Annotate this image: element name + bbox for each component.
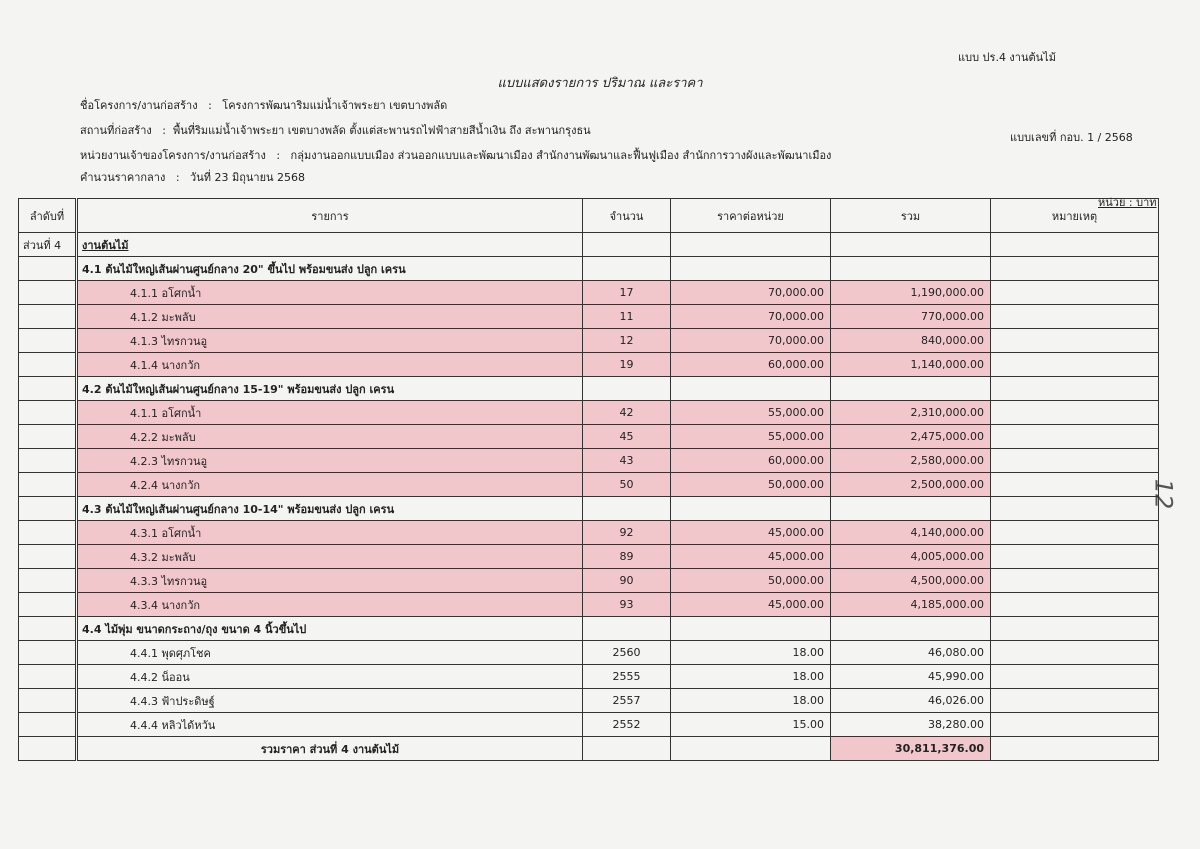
item-qty: 90 xyxy=(583,569,671,593)
project-value: โครงการพัฒนาริมแม่น้ำเจ้าพระยา เขตบางพลัด xyxy=(222,99,448,112)
item-total: 2,500,000.00 xyxy=(831,473,991,497)
item-name: 4.2.4 นางกวัก xyxy=(77,473,583,497)
item-remark xyxy=(991,593,1159,617)
item-name: 4.3.3 ไทรกวนอู xyxy=(77,569,583,593)
table-header-row xyxy=(19,199,1159,233)
item-qty: 43 xyxy=(583,449,671,473)
item-qty: 92 xyxy=(583,521,671,545)
item-unit-price: 45,000.00 xyxy=(671,545,831,569)
document-number: แบบเลขที่ กอบ. 1 / 2568 xyxy=(1010,131,1133,144)
grand-total-row xyxy=(19,737,1159,761)
item-remark xyxy=(991,521,1159,545)
form-code: แบบ ปร.4 งานต้นไม้ xyxy=(958,51,1056,64)
item-qty: 2557 xyxy=(583,689,671,713)
table-row xyxy=(19,593,1159,617)
item-unit-price: 18.00 xyxy=(671,641,831,665)
calc-label: คำนวนราคากลาง xyxy=(80,171,166,184)
item-remark xyxy=(991,449,1159,473)
item-qty: 11 xyxy=(583,305,671,329)
location-label: สถานที่ก่อสร้าง xyxy=(80,124,152,137)
item-name: 4.4.3 ฟ้าประดิษฐ์ xyxy=(77,689,583,713)
table-row xyxy=(19,641,1159,665)
page-margin-mark: 12 xyxy=(1149,478,1178,510)
item-name: 4.3.2 มะพลับ xyxy=(77,545,583,569)
item-qty: 17 xyxy=(583,281,671,305)
item-total: 4,005,000.00 xyxy=(831,545,991,569)
item-qty: 2555 xyxy=(583,665,671,689)
table-body xyxy=(19,233,1159,737)
project-line: ชื่อโครงการ/งานก่อสร้าง : โครงการพัฒนาริมแม่น้ำเจ้าพระยา เขตบางพลัด xyxy=(80,96,447,114)
col-header-total: รวม xyxy=(831,199,991,233)
group-title: 4.1 ต้นไม้ใหญ่เส้นผ่านศูนย์กลาง 20" ขึ้นไป พร้อมขนส่ง ปลูก เครน xyxy=(77,257,583,281)
col-header-remark: หมายเหตุ xyxy=(991,199,1159,233)
item-total: 46,026.00 xyxy=(831,689,991,713)
item-total: 46,080.00 xyxy=(831,641,991,665)
item-qty: 93 xyxy=(583,593,671,617)
item-remark xyxy=(991,665,1159,689)
item-remark xyxy=(991,641,1159,665)
item-remark xyxy=(991,713,1159,737)
item-remark xyxy=(991,401,1159,425)
item-total: 4,140,000.00 xyxy=(831,521,991,545)
item-total: 770,000.00 xyxy=(831,305,991,329)
item-unit-price: 18.00 xyxy=(671,665,831,689)
location-value: พื้นที่ริมแม่น้ำเจ้าพระยา เขตบางพลัด ตั้งแต่สะพานรถไฟฟ้าสายสีน้ำเงิน ถึง สะพานกรุงธน xyxy=(172,124,591,137)
item-unit-price: 50,000.00 xyxy=(671,569,831,593)
item-name: 4.2.3 ไทรกวนอู xyxy=(77,449,583,473)
item-total: 4,185,000.00 xyxy=(831,593,991,617)
item-qty: 19 xyxy=(583,353,671,377)
item-qty: 2552 xyxy=(583,713,671,737)
group-title: 4.3 ต้นไม้ใหญ่เส้นผ่านศูนย์กลาง 10-14" พร้อมขนส่ง ปลูก เครน xyxy=(77,497,583,521)
item-name: 4.1.2 มะพลับ xyxy=(77,305,583,329)
item-total: 45,990.00 xyxy=(831,665,991,689)
item-unit-price: 45,000.00 xyxy=(671,521,831,545)
item-name: 4.3.4 นางกวัก xyxy=(77,593,583,617)
unit-label: หน่วย : บาท xyxy=(1098,196,1157,209)
owner-line: หน่วยงานเจ้าของโครงการ/งานก่อสร้าง : กลุ่มงานออกแบบเมือง ส่วนออกแบบและพัฒนาเมือง สำนักงานพัฒนาและฟื้นฟูเมือง สำนักการวางผังและพัฒนาเมือง xyxy=(80,146,831,164)
item-unit-price: 55,000.00 xyxy=(671,425,831,449)
item-total: 1,190,000.00 xyxy=(831,281,991,305)
item-qty: 89 xyxy=(583,545,671,569)
item-remark xyxy=(991,281,1159,305)
item-qty: 50 xyxy=(583,473,671,497)
table-row xyxy=(19,281,1159,305)
item-name: 4.4.4 หลิวได้หวัน xyxy=(77,713,583,737)
table-row xyxy=(19,353,1159,377)
item-total: 2,580,000.00 xyxy=(831,449,991,473)
table-row xyxy=(19,545,1159,569)
item-remark xyxy=(991,305,1159,329)
item-remark xyxy=(991,473,1159,497)
table-row xyxy=(19,665,1159,689)
item-qty: 42 xyxy=(583,401,671,425)
item-remark xyxy=(991,569,1159,593)
col-header-unit-price: ราคาต่อหน่วย xyxy=(671,199,831,233)
item-name: 4.4.1 พุดศุภโชค xyxy=(77,641,583,665)
item-remark xyxy=(991,353,1159,377)
table-row xyxy=(19,713,1159,737)
table-row xyxy=(19,401,1159,425)
col-header-no: ลำดับที่ xyxy=(19,199,77,233)
grand-total-value: 30,811,376.00 xyxy=(831,737,991,761)
section-name: งานต้นไม้ xyxy=(77,233,583,257)
item-unit-price: 55,000.00 xyxy=(671,401,831,425)
item-unit-price: 45,000.00 xyxy=(671,593,831,617)
item-unit-price: 70,000.00 xyxy=(671,281,831,305)
item-total: 4,500,000.00 xyxy=(831,569,991,593)
grand-total-label: รวมราคา ส่วนที่ 4 งานต้นไม้ xyxy=(77,737,583,761)
table-row xyxy=(19,449,1159,473)
group-header-row xyxy=(19,377,1159,401)
item-remark xyxy=(991,425,1159,449)
col-header-qty: จำนวน xyxy=(583,199,671,233)
owner-value: กลุ่มงานออกแบบเมือง ส่วนออกแบบและพัฒนาเมือง สำนักงานพัฒนาและฟื้นฟูเมือง สำนักการวางผังและพัฒนาเมือง xyxy=(290,149,832,162)
item-unit-price: 15.00 xyxy=(671,713,831,737)
item-name: 4.1.1 อโศกน้ำ xyxy=(77,281,583,305)
item-unit-price: 18.00 xyxy=(671,689,831,713)
item-total: 38,280.00 xyxy=(831,713,991,737)
item-total: 840,000.00 xyxy=(831,329,991,353)
document-title: แบบแสดงรายการ ปริมาณ และราคา xyxy=(497,76,703,91)
table-row xyxy=(19,569,1159,593)
section-row xyxy=(19,233,1159,257)
group-title: 4.4 ไม้พุ่ม ขนาดกระถาง/ถุง ขนาด 4 นิ้วขึ้นไป xyxy=(77,617,583,641)
item-total: 2,310,000.00 xyxy=(831,401,991,425)
item-qty: 12 xyxy=(583,329,671,353)
calc-date-line: คำนวนราคากลาง : วันที่ 23 มิถุนายน 2568 xyxy=(80,168,305,186)
group-header-row xyxy=(19,497,1159,521)
item-name: 4.1.1 อโศกน้ำ xyxy=(77,401,583,425)
item-unit-price: 60,000.00 xyxy=(671,449,831,473)
item-remark xyxy=(991,329,1159,353)
item-qty: 2560 xyxy=(583,641,671,665)
table-row xyxy=(19,521,1159,545)
item-unit-price: 70,000.00 xyxy=(671,329,831,353)
item-name: 4.2.2 มะพลับ xyxy=(77,425,583,449)
item-name: 4.4.2 น็ออน xyxy=(77,665,583,689)
item-total: 2,475,000.00 xyxy=(831,425,991,449)
location-line: สถานที่ก่อสร้าง : พื้นที่ริมแม่น้ำเจ้าพระยา เขตบางพลัด ตั้งแต่สะพานรถไฟฟ้าสายสีน้ำเงิน ถึง สะพานกรุงธน xyxy=(80,121,591,139)
item-qty: 45 xyxy=(583,425,671,449)
col-header-item: รายการ xyxy=(77,199,583,233)
item-name: 4.1.3 ไทรกวนอู xyxy=(77,329,583,353)
item-total: 1,140,000.00 xyxy=(831,353,991,377)
item-name: 4.1.4 นางกวัก xyxy=(77,353,583,377)
item-remark xyxy=(991,689,1159,713)
group-header-row xyxy=(19,257,1159,281)
table-row xyxy=(19,425,1159,449)
price-quantity-table xyxy=(18,198,1159,761)
item-name: 4.3.1 อโศกน้ำ xyxy=(77,521,583,545)
item-remark xyxy=(991,545,1159,569)
group-header-row xyxy=(19,617,1159,641)
table-row xyxy=(19,329,1159,353)
item-unit-price: 70,000.00 xyxy=(671,305,831,329)
owner-label: หน่วยงานเจ้าของโครงการ/งานก่อสร้าง xyxy=(80,149,266,162)
group-title: 4.2 ต้นไม้ใหญ่เส้นผ่านศูนย์กลาง 15-19" พร้อมขนส่ง ปลูก เครน xyxy=(77,377,583,401)
item-unit-price: 60,000.00 xyxy=(671,353,831,377)
table-row xyxy=(19,305,1159,329)
table-row xyxy=(19,689,1159,713)
calc-value: วันที่ 23 มิถุนายน 2568 xyxy=(190,171,306,184)
item-unit-price: 50,000.00 xyxy=(671,473,831,497)
section-number: ส่วนที่ 4 xyxy=(19,233,77,257)
project-label: ชื่อโครงการ/งานก่อสร้าง xyxy=(80,99,198,112)
table-row xyxy=(19,473,1159,497)
